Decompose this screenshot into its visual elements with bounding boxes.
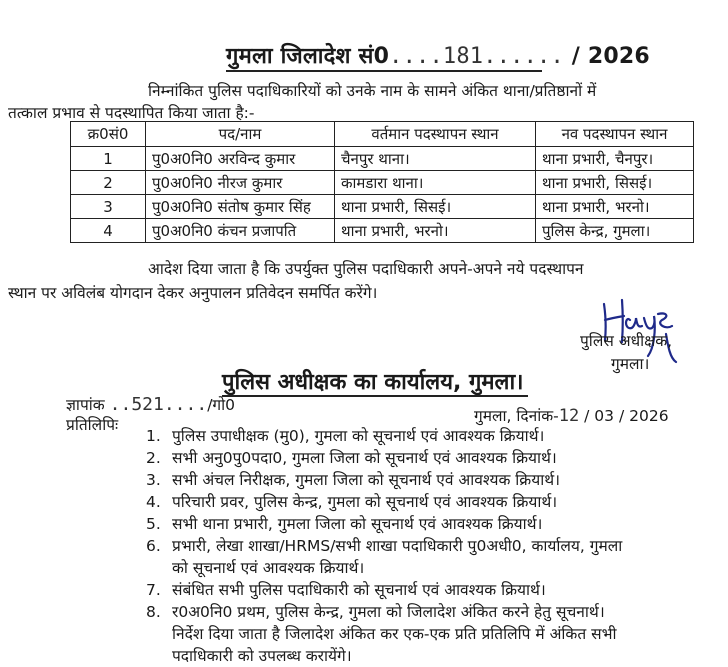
list-item: 7. संबंधित सभी पुलिस पदाधिकारी को सूचनार्थ एवं आवश्यक क्रियार्थ। [146,581,546,599]
title-underline [226,70,542,72]
cell-name: पु0अ0नि0 कंचन प्रजापति [146,219,335,243]
signatory-location: गुमला। [611,355,650,373]
cell-name: पु0अ0नि0 संतोष कुमार सिंह [146,195,335,219]
cell-new: थाना प्रभारी, सिसई। [536,171,694,195]
table-header-row [71,122,694,147]
table-row [71,171,694,195]
cell-current: कामडारा थाना। [335,171,536,195]
list-item: 2. सभी अनु0पु0पदा0, गुमला जिला को सूचनार्थ एवं आवश्यक क्रियार्थ। [146,449,557,467]
cell-serial: 1 [71,147,146,171]
list-item: 5. सभी थाना प्रभारी, गुमला जिला को सूचनार्थ एवं आवश्यक क्रियार्थ। [146,515,543,533]
cell-new: थाना प्रभारी, चैनपुर। [536,147,694,171]
cell-current: चैनपुर थाना। [335,147,536,171]
cell-current: थाना प्रभारी, सिसई। [335,195,536,219]
issue-date [474,404,669,426]
list-item: 1. पुलिस उपाधीक्षक (मु0), गुमला को सूचनार्थ एवं आवश्यक क्रियार्थ। [146,427,545,445]
date-day: 12 [558,406,580,426]
header-current-posting: वर्तमान पदस्थापन स्थान [335,122,536,147]
cell-new: थाना प्रभारी, भरनो। [536,195,694,219]
order-year: / 2026 [571,44,650,69]
list-item: 3. सभी अंचल निरीक्षक, गुमला जिला को सूचनार्थ एवं आवश्यक क्रियार्थ। [146,471,560,489]
memo-label: ज्ञापांक [66,396,105,414]
date-rest: / 03 / 2026 [584,407,669,425]
signatory-title: पुलिस अधीक्षक, [580,332,673,350]
copy-label: प्रतिलिपिः [66,416,119,434]
memo-suffix: /गो0 [207,396,236,414]
posting-table [70,121,694,243]
memo-reference: ज्ञापांक ..521..../गो0 [66,394,236,415]
table-row [71,219,694,243]
cell-name: पु0अ0नि0 नीरज कुमार [146,171,335,195]
cell-serial: 4 [71,219,146,243]
order-number: 181 [442,44,484,69]
list-item: 8. र0अ0नि0 प्रथम, पुलिस केन्द्र, गुमला को जिलादेश अंकित करने हेतु सूचनार्थ। निर्देश दिया जाता है जिलादेश अंकित कर एक-एक प्रति प्रतिलिपि में अंकित सभी पदाधिकारी को उपलब्ध करायेंगे। [146,603,617,665]
header-post-name: पद/नाम [146,122,335,147]
cell-new: पुलिस केन्द्र, गुमला। [536,219,694,243]
office-title: पुलिस अधीक्षक का कार्यालय, गुमला। [222,370,524,395]
office-title-underline [222,395,528,397]
distribution-list [146,425,706,667]
cell-current: थाना प्रभारी, भरनो। [335,219,536,243]
order-title: गुमला जिलादेश सं0....181...... / 2026 [226,44,650,69]
memo-number: 521 [131,394,164,415]
intro-line-1: निम्नांकित पुलिस पदाधिकारियों को उनके नाम के सामने अंकित थाना/प्रतिष्ठानों में [148,82,597,100]
date-label: गुमला, दिनांक- [474,407,559,425]
order-title-text: गुमला जिलादेश सं0 [226,44,390,69]
table-row [71,195,694,219]
order-line-1: आदेश दिया जाता है कि उपर्युक्त पुलिस पदाधिकारी अपने-अपने नये पदस्थापन [148,260,584,278]
cell-serial: 3 [71,195,146,219]
cell-name: पु0अ0नि0 अरविन्द कुमार [146,147,335,171]
header-new-posting: नव पदस्थापन स्थान [536,122,694,147]
header-serial: क्र0सं0 [71,122,146,147]
list-item: 4. परिचारी प्रवर, पुलिस केन्द्र, गुमला को सूचनार्थ एवं आवश्यक क्रियार्थ। [146,493,558,511]
table-row [71,147,694,171]
cell-serial: 2 [71,171,146,195]
intro-line-2: तत्काल प्रभाव से पदस्थापित किया जाता है:- [8,104,255,122]
order-line-2: स्थान पर अविलंब योगदान देकर अनुपालन प्रतिवेदन समर्पित करेंगे। [8,284,378,302]
list-item: 6. प्रभारी, लेखा शाखा/HRMS/सभी शाखा पदाधिकारी पु0अधी0, कार्यालय, गुमला को सूचनार्थ एवं आवश्यक क्रियार्थ। [146,537,623,577]
